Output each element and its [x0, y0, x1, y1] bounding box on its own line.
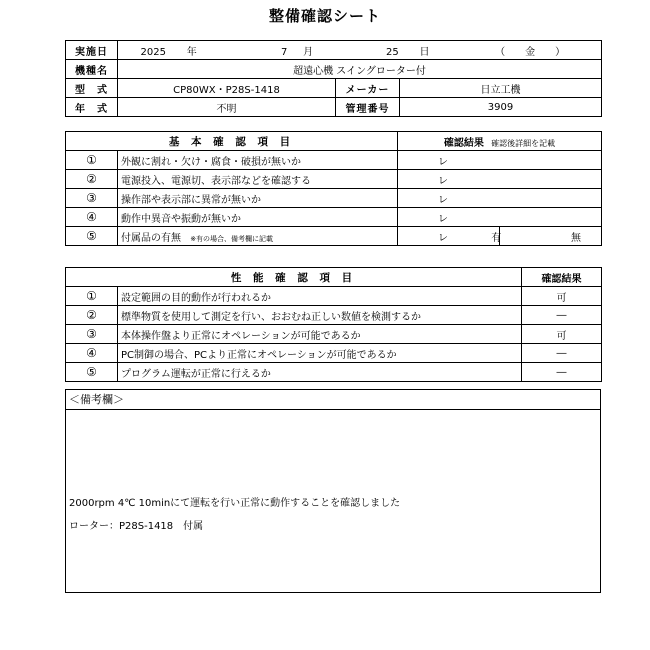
performance-item-result: ―	[522, 344, 602, 363]
basic-item-yes: 有	[491, 232, 502, 244]
basic-item-num: ④	[66, 208, 118, 227]
performance-result-header: 確認結果	[522, 268, 602, 287]
performance-row-1	[66, 287, 602, 306]
mgmt-label: 管理番号	[336, 98, 400, 117]
type-label: 型 式	[66, 79, 118, 98]
remarks-header: ＜備考欄＞	[66, 390, 600, 410]
performance-item-text: 設定範囲の目的動作が行われるか	[118, 287, 522, 306]
date-row	[66, 41, 602, 60]
maker-label: メーカー	[336, 79, 400, 98]
date-value	[118, 41, 602, 60]
basic-item-num: ③	[66, 189, 118, 208]
basic-item-text: 動作中異音や振動が無いか	[118, 208, 398, 227]
remarks-box	[65, 389, 601, 593]
page-title: 整備確認シート	[268, 7, 381, 25]
basic-item-text: 操作部や表示部に異常が無いか	[118, 189, 398, 208]
performance-item-text: プログラム運転が正常に行えるか	[118, 363, 522, 382]
basic-header-row	[66, 132, 602, 151]
performance-item-text: 本体操作盤より正常にオペレーションが可能であるか	[118, 325, 522, 344]
basic-row-4	[66, 208, 602, 227]
basic-result-label: 確認結果	[443, 137, 484, 149]
remarks-line-1: 2000rpm 4℃ 10minにて運転を行い正常に動作することを確認しました	[69, 498, 401, 509]
performance-row-3	[66, 325, 602, 344]
basic-item-text: 電源投入、電源切、表示部などを確認する	[118, 170, 398, 189]
date-weekday: （ 金 ）	[495, 46, 566, 58]
date-label: 実施日	[66, 41, 118, 60]
type-value: CP80WX・P28S-1418	[118, 79, 336, 98]
basic-item-no: 無	[500, 227, 602, 246]
basic-item-note: ※有の場合、備考欄に記載	[190, 234, 274, 243]
performance-row-4	[66, 344, 602, 363]
year-label: 年 式	[66, 98, 118, 117]
info-table	[65, 40, 602, 117]
date-year: 2025	[140, 46, 166, 58]
basic-result-note: 確認後詳細を記載	[491, 138, 556, 148]
date-year-unit: 年	[186, 46, 197, 58]
basic-item-result: レ	[398, 189, 602, 208]
basic-item-result: レ	[398, 208, 602, 227]
basic-item-text-cell	[118, 227, 398, 246]
performance-item-text: PC制御の場合、PCより正常にオペレーションが可能であるか	[118, 344, 522, 363]
maker-value: 日立工機	[400, 79, 602, 98]
basic-header: 基 本 確 認 項 目	[66, 132, 398, 151]
basic-row-5	[66, 227, 602, 246]
performance-item-text: 標準物質を使用して測定を行い、おおむね正しい数値を検測するか	[118, 306, 522, 325]
performance-item-result: 可	[522, 287, 602, 306]
basic-item-result: レ	[438, 232, 448, 244]
year-value: 不明	[118, 98, 336, 117]
model-value: 超遠心機 スイングローター付	[118, 60, 602, 79]
performance-item-result: ―	[522, 363, 602, 382]
date-day: 25	[386, 46, 399, 58]
performance-item-num: ④	[66, 344, 118, 363]
basic-item-result: レ	[398, 170, 602, 189]
performance-header: 性 能 確 認 項 目	[66, 268, 522, 287]
basic-item-text: 外観に割れ・欠け・腐食・破損が無いか	[118, 151, 398, 170]
performance-item-num: ③	[66, 325, 118, 344]
type-row	[66, 79, 602, 98]
basic-item-num: ⑤	[66, 227, 118, 246]
performance-check-table	[65, 267, 602, 382]
basic-item-result: レ	[398, 151, 602, 170]
model-label: 機種名	[66, 60, 118, 79]
performance-item-num: ②	[66, 306, 118, 325]
basic-row-3	[66, 189, 602, 208]
date-month: 7	[281, 46, 288, 58]
performance-item-result: 可	[522, 325, 602, 344]
basic-row-1	[66, 151, 602, 170]
performance-row-5	[66, 363, 602, 382]
basic-item-yes-cell	[398, 227, 500, 246]
date-day-unit: 日	[419, 46, 430, 58]
basic-result-header	[398, 132, 602, 151]
basic-item-text: 付属品の有無	[121, 232, 181, 244]
remarks-line-2: ローター：P28S-1418 付属	[69, 521, 204, 532]
model-row	[66, 60, 602, 79]
basic-item-num: ②	[66, 170, 118, 189]
performance-item-result: ―	[522, 306, 602, 325]
basic-row-2	[66, 170, 602, 189]
performance-item-num: ⑤	[66, 363, 118, 382]
date-month-unit: 月	[303, 46, 314, 58]
performance-row-2	[66, 306, 602, 325]
mgmt-value: 3909	[400, 98, 602, 117]
performance-item-num: ①	[66, 287, 118, 306]
basic-item-num: ①	[66, 151, 118, 170]
year-row	[66, 98, 602, 117]
performance-header-row	[66, 268, 602, 287]
basic-check-table	[65, 131, 602, 246]
